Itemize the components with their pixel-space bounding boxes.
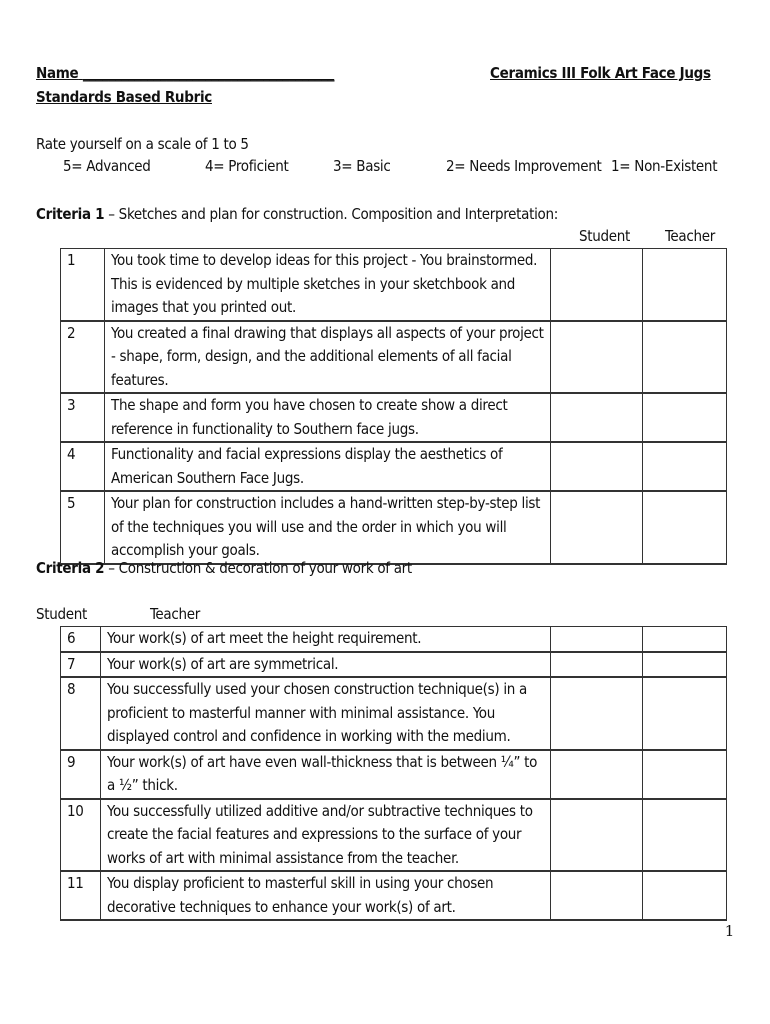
row-number: 7 [61, 652, 101, 678]
row-number: 6 [61, 627, 101, 652]
teacher-score-cell[interactable] [643, 393, 727, 442]
table-row [61, 491, 727, 564]
table-row [61, 871, 727, 920]
teacher-score-cell[interactable] [643, 799, 727, 872]
table-row [61, 393, 727, 442]
student-score-cell[interactable] [551, 871, 643, 920]
table-row [61, 249, 727, 321]
criteria-2-student-header: Student [36, 605, 88, 623]
teacher-score-cell[interactable] [643, 321, 727, 394]
row-number: 10 [61, 799, 101, 872]
name-blank-line[interactable]: _______________________________________ [82, 64, 335, 82]
criteria-1-description: – Sketches and plan for construction. Composition and Interpretation: [104, 205, 558, 223]
name-label: Name [36, 64, 79, 82]
criteria-1-teacher-header: Teacher [665, 227, 715, 245]
row-number: 8 [61, 677, 101, 750]
criteria-1-table [60, 248, 727, 565]
row-criterion-text: Functionality and facial expressions display the aesthetics of American Southern Face Jugs. [105, 442, 551, 491]
criteria-2-description: – Construction & decoration of your work of art [104, 559, 412, 577]
rubric-subtitle: Standards Based Rubric [36, 88, 212, 106]
teacher-score-cell[interactable] [643, 677, 727, 750]
row-criterion-text: Your plan for construction includes a hand-written step-by-step list of the techniques you will use and the order in which you will accomplish your goals. [105, 491, 551, 564]
row-number: 2 [61, 321, 105, 394]
criteria-2-teacher-header: Teacher [150, 605, 200, 623]
criteria-2-heading [36, 557, 412, 579]
teacher-score-cell[interactable] [643, 249, 727, 321]
row-number: 1 [61, 249, 105, 321]
student-score-cell[interactable] [551, 627, 643, 652]
teacher-score-cell[interactable] [643, 652, 727, 678]
student-score-cell[interactable] [551, 393, 643, 442]
student-score-cell[interactable] [551, 750, 643, 799]
criteria-1-label: Criteria 1 [36, 205, 105, 223]
scale-level-5: 5= Advanced [63, 157, 151, 175]
student-score-cell[interactable] [551, 677, 643, 750]
row-criterion-text: You successfully utilized additive and/or subtractive techniques to create the facial features and expressions to the surface of your works of art with minimal assistance from the teacher. [101, 799, 551, 872]
student-score-cell[interactable] [551, 321, 643, 394]
student-score-cell[interactable] [551, 249, 643, 321]
row-criterion-text: The shape and form you have chosen to create show a direct reference in functionality to Southern face jugs. [105, 393, 551, 442]
student-score-cell[interactable] [551, 799, 643, 872]
page-number: 1 [724, 922, 734, 940]
row-criterion-text: You took time to develop ideas for this project - You brainstormed. This is evidenced by multiple sketches in your sketchbook and images that you printed out. [105, 249, 551, 321]
row-criterion-text: You created a final drawing that displays all aspects of your project - shape, form, design, and the additional elements of all facial features. [105, 321, 551, 394]
teacher-score-cell[interactable] [643, 491, 727, 564]
row-criterion-text: Your work(s) of art meet the height requirement. [101, 627, 551, 652]
criteria-2-table [60, 626, 727, 921]
criteria-1-heading [36, 203, 558, 225]
row-criterion-text: Your work(s) of art have even wall-thickness that is between ¼” to a ½” thick. [101, 750, 551, 799]
name-field-label [36, 62, 334, 84]
row-number: 9 [61, 750, 101, 799]
student-score-cell[interactable] [551, 442, 643, 491]
row-criterion-text: You successfully used your chosen construction technique(s) in a proficient to masterful manner with minimal assistance. You displayed control and confidence in working with the medium. [101, 677, 551, 750]
row-criterion-text: You display proficient to masterful skill in using your chosen decorative techniques to enhance your work(s) of art. [101, 871, 551, 920]
scale-intro: Rate yourself on a scale of 1 to 5 [36, 135, 249, 153]
table-row [61, 321, 727, 394]
criteria-2-label: Criteria 2 [36, 559, 105, 577]
row-criterion-text: Your work(s) of art are symmetrical. [101, 652, 551, 678]
student-score-cell[interactable] [551, 652, 643, 678]
scale-level-3: 3= Basic [333, 157, 391, 175]
table-row [61, 799, 727, 872]
table-row [61, 750, 727, 799]
row-number: 4 [61, 442, 105, 491]
table-row [61, 677, 727, 750]
teacher-score-cell[interactable] [643, 750, 727, 799]
course-title: Ceramics III Folk Art Face Jugs [490, 64, 711, 82]
teacher-score-cell[interactable] [643, 627, 727, 652]
row-number: 3 [61, 393, 105, 442]
student-score-cell[interactable] [551, 491, 643, 564]
table-row [61, 652, 727, 678]
teacher-score-cell[interactable] [643, 871, 727, 920]
scale-level-1: 1= Non-Existent [611, 157, 718, 175]
teacher-score-cell[interactable] [643, 442, 727, 491]
row-number: 11 [61, 871, 101, 920]
criteria-1-student-header: Student [579, 227, 631, 245]
table-row [61, 442, 727, 491]
table-row [61, 627, 727, 652]
scale-level-4: 4= Proficient [205, 157, 289, 175]
scale-level-2: 2= Needs Improvement [446, 157, 602, 175]
row-number: 5 [61, 491, 105, 564]
